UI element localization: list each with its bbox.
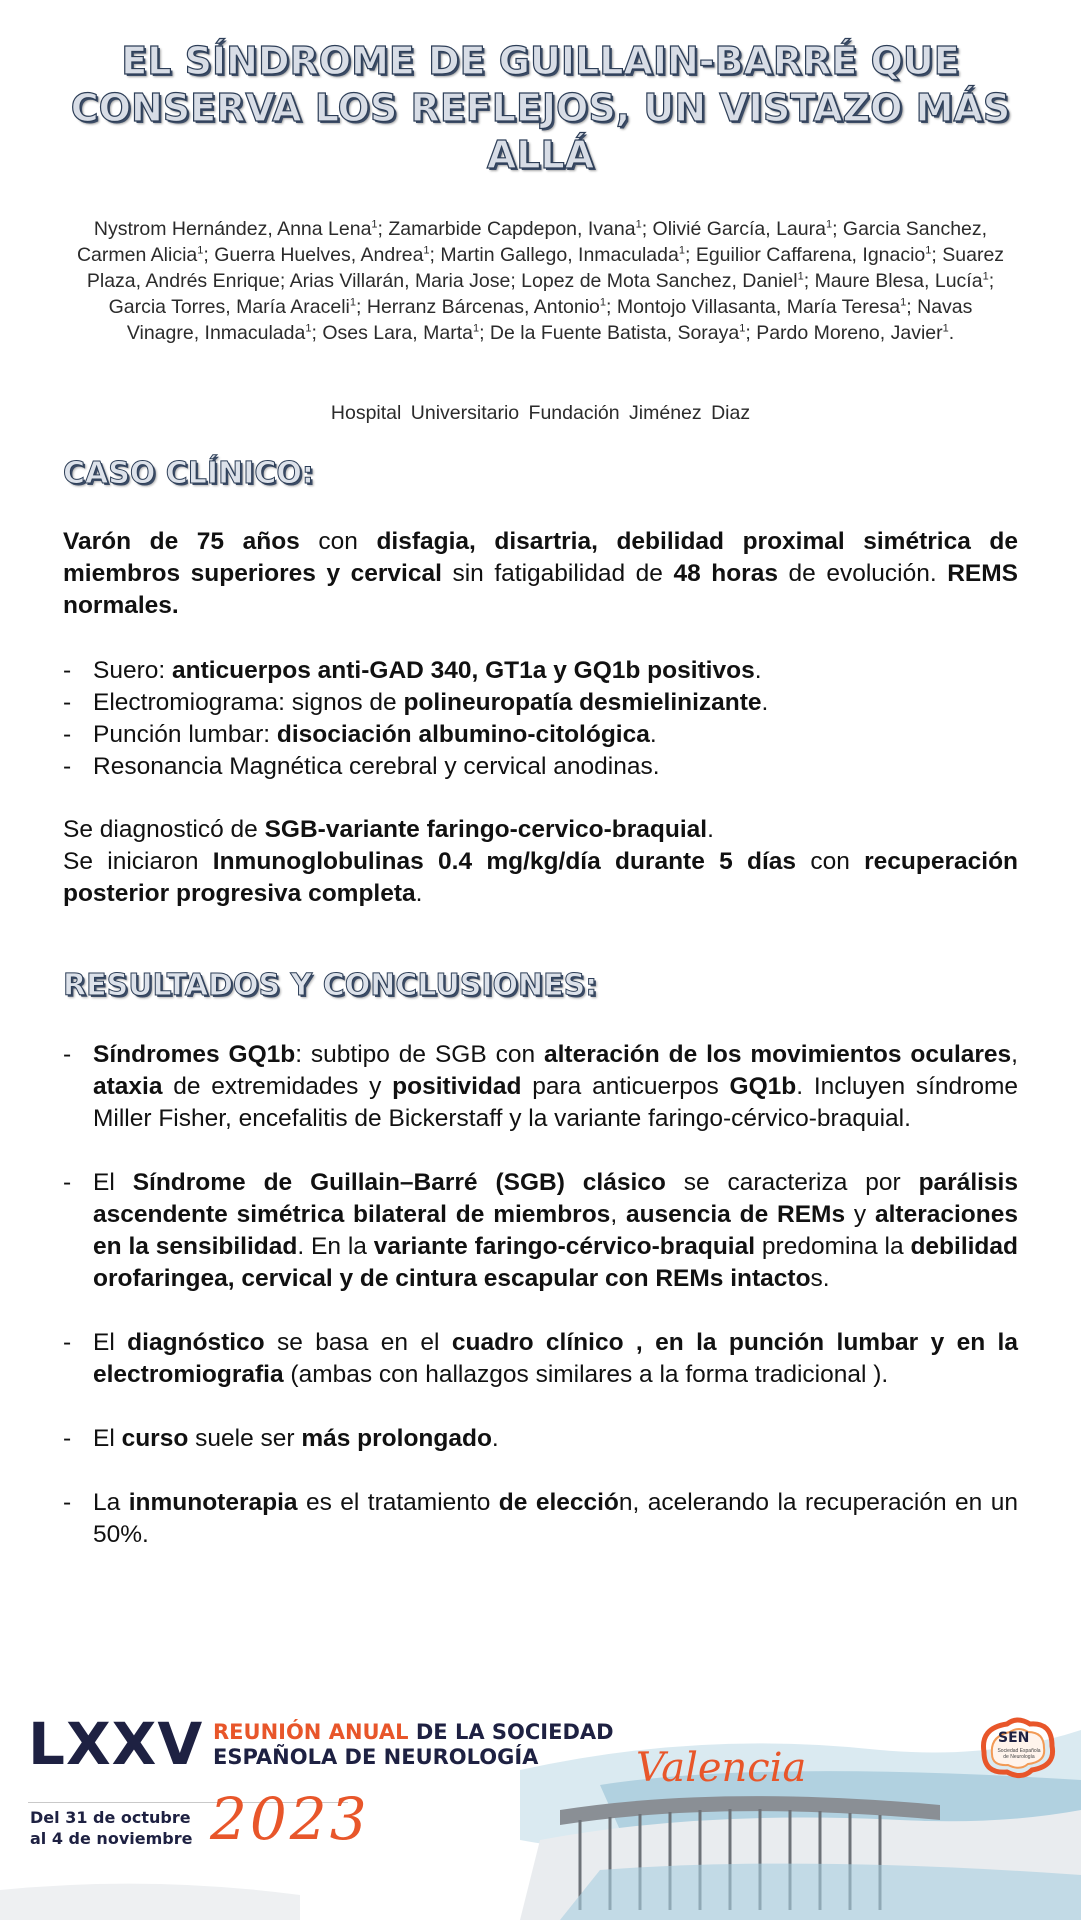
case-intro-paragraph: Varón de 75 años con disfagia, disartria, debilidad proximal simétrica de miembros superiores y cervical sin fatigabilidad de 48 horas de evolución. REMS normales. xyxy=(63,528,1018,619)
list-item xyxy=(63,1167,1018,1295)
bullet-dash: - xyxy=(63,689,72,716)
list-item-text: El diagnóstico se basa en el cuadro clínico , en la punción lumbar y en la electromiografia (ambas con hallazgos similares a la forma tradicional ). xyxy=(93,1329,1018,1388)
author-affiliation-mark: 1 xyxy=(797,270,804,283)
list-item-text: El Síndrome de Guillain–Barré (SGB) clásico se caracteriza por parálisis ascendente simétrica bilateral de miembros, ausencia de REMs y alteraciones en la sensibilidad. En la variante faringo-cérvico-braquial predomina la debilidad orofaringea, cervical y de cintura escapular con REMs intactos. xyxy=(93,1169,1018,1292)
dates-line2: al 4 de noviembre xyxy=(30,1829,193,1848)
author-name: Olivié García, Laura xyxy=(652,218,826,240)
congress-name-rest: DE LA SOCIEDAD xyxy=(408,1720,614,1744)
list-item-text: Suero: anticuerpos anti-GAD 340, GT1a y GQ1b positivos. xyxy=(93,657,762,684)
author-name: Guerra Huelves, Andrea xyxy=(214,244,424,266)
list-item-text: La inmunoterapia es el tratamiento de elección, acelerando la recuperación en un 50%. xyxy=(93,1489,1018,1548)
author-name: Montojo Villasanta, María Teresa xyxy=(616,296,901,318)
author-name: Oses Lara, Marta xyxy=(322,322,473,344)
bullet-dash: - xyxy=(63,1169,72,1196)
author-name: Navas Vinagre, Inmaculada xyxy=(126,296,973,344)
author-name: Lopez de Mota Sanchez, Daniel xyxy=(521,270,798,292)
congress-number: LXXV xyxy=(28,1710,204,1778)
author-name: Maure Blesa, Lucía xyxy=(814,270,983,292)
dates-line1: Del 31 de octubre xyxy=(30,1808,191,1827)
list-item xyxy=(63,719,1018,751)
list-item-text: Resonancia Magnética cerebral y cervical anodinas. xyxy=(93,753,660,780)
author-name: De la Fuente Batista, Soraya xyxy=(489,322,740,344)
author-name: Pardo Moreno, Javier xyxy=(756,322,943,344)
list-item xyxy=(63,1039,1018,1135)
congress-name-line2: ESPAÑOLA DE NEUROLOGÍA xyxy=(213,1745,539,1769)
sen-logo-text: SEN xyxy=(998,1730,1030,1746)
bullet-dash: - xyxy=(63,753,72,780)
case-findings-list xyxy=(63,655,1018,783)
author-affiliation-mark: 1 xyxy=(635,218,642,231)
bullet-dash: - xyxy=(63,1425,72,1452)
author-affiliation-mark: 1 xyxy=(825,218,833,231)
list-item xyxy=(63,655,1018,687)
treatment-line: Se iniciaron Inmunoglobulinas 0.4 mg/kg/día durante 5 días con recuperación posterior progresiva completa. xyxy=(63,848,1019,907)
diagnosis-line: Se diagnosticó de SGB-variante faringo-cervico-braquial. xyxy=(63,816,714,843)
list-item-text: Síndromes GQ1b: subtipo de SGB con alteración de los movimientos oculares, ataxia de extremidades y positividad para anticuerpos GQ1b. Incluyen síndrome Miller Fisher, encefalitis de Bickerstaff y la variante faringo-cérvico-braquial. xyxy=(93,1041,1018,1132)
author-name: Eguilior Caffarena, Ignacio xyxy=(695,244,926,266)
author-affiliation-mark: 1 xyxy=(599,296,607,309)
congress-name xyxy=(213,1720,614,1770)
author-affiliation-mark: 1 xyxy=(982,270,989,283)
list-item xyxy=(63,751,1018,783)
list-item-text: El curso suele ser más prolongado. xyxy=(93,1425,499,1452)
list-item xyxy=(63,1487,1018,1551)
author-affiliation-mark: 1 xyxy=(371,218,378,231)
poster-title: EL SÍNDROME DE GUILLAIN-BARRÉ QUE CONSERVA LOS REFLEJOS, UN VISTAZO MÁS ALLÁ xyxy=(70,39,1011,177)
author-name: Garcia Torres, María Araceli xyxy=(108,296,350,318)
affiliation: Hospital Universitario Fundación Jiménez Diaz xyxy=(330,402,751,424)
author-affiliation-mark: 1 xyxy=(197,244,204,257)
author-affiliation-mark: 1 xyxy=(942,322,949,335)
author-affiliation-mark: 1 xyxy=(900,296,907,309)
author-list: Nystrom Hernández, Anna Lena$^1$; Zamarbide Capdepon, Ivana$^1$; Olivié García, Laura$^1$; Garcia Sanchez, Carmen Alicia$^1$; Guerra Huelves, Andrea$^1$; Martin Gallego, Inmaculada$^1$; Eguilior Caffarena, Ignacio$^1$; Suarez Plaza, Andrés Enrique; Arias Villarán, Maria Jose; Lopez de Mota Sanchez, Daniel$^1$; Maure Blesa, Lucía$^1$; Garcia Torres, María Araceli$^1$; Herranz Bárcenas, Antonio$^1$; Montojo Villasanta, María Teresa$^1$; Navas Vinagre, Inmaculada$^1$; Oses Lara, Marta$^1$; De la Fuente Batista, Soraya$^1$; Pardo Moreno, Javier$^1$. xyxy=(76,218,1005,344)
bullet-dash: - xyxy=(63,721,72,748)
congress-name-highlight: REUNIÓN ANUAL xyxy=(213,1720,409,1744)
list-item-text: Punción lumbar: disociación albumino-citológica. xyxy=(93,721,657,748)
conclusions-list xyxy=(63,1039,1018,1583)
diagnosis-paragraph xyxy=(63,814,1018,910)
bullet-dash: - xyxy=(63,1489,72,1516)
author-name: Herranz Bárcenas, Antonio xyxy=(366,296,600,318)
congress-year: 2023 xyxy=(210,1785,370,1853)
author-name: Suarez Plaza, Andrés Enrique xyxy=(86,244,1005,292)
section-heading-resultados: RESULTADOS Y CONCLUSIONES: xyxy=(63,968,598,1003)
list-item xyxy=(63,1327,1018,1391)
author-affiliation-mark: 1 xyxy=(305,322,312,335)
author-affiliation-mark: 1 xyxy=(678,244,685,257)
author-affiliation-mark: 1 xyxy=(423,244,430,257)
author-affiliation-mark: 1 xyxy=(739,322,746,335)
sen-logo-subtext: Sociedad Española de Neurología xyxy=(997,1748,1041,1760)
author-affiliation-mark: 1 xyxy=(472,322,480,335)
bullet-dash: - xyxy=(63,1041,72,1068)
congress-city: Valencia xyxy=(636,1745,807,1791)
author-name: Martin Gallego, Inmaculada xyxy=(440,244,679,266)
author-affiliation-mark: 1 xyxy=(925,244,932,257)
section-heading-caso-clinico: CASO CLÍNICO: xyxy=(63,456,314,491)
author-name: Arias Villarán, Maria Jose xyxy=(289,270,511,292)
bullet-dash: - xyxy=(63,657,72,684)
author-affiliation-mark: 1 xyxy=(349,296,357,309)
bullet-dash: - xyxy=(63,1329,72,1356)
list-item xyxy=(63,1423,1018,1455)
author-name: Garcia Sanchez, Carmen Alicia xyxy=(76,218,988,266)
congress-dates xyxy=(30,1807,192,1849)
congress-banner xyxy=(0,1690,1081,1920)
author-name: Zamarbide Capdepon, Ivana xyxy=(388,218,636,240)
author-name: Nystrom Hernández, Anna Lena xyxy=(93,218,372,240)
list-item-text: Electromiograma: signos de polineuropatía desmielinizante. xyxy=(93,689,769,716)
list-item xyxy=(63,687,1018,719)
